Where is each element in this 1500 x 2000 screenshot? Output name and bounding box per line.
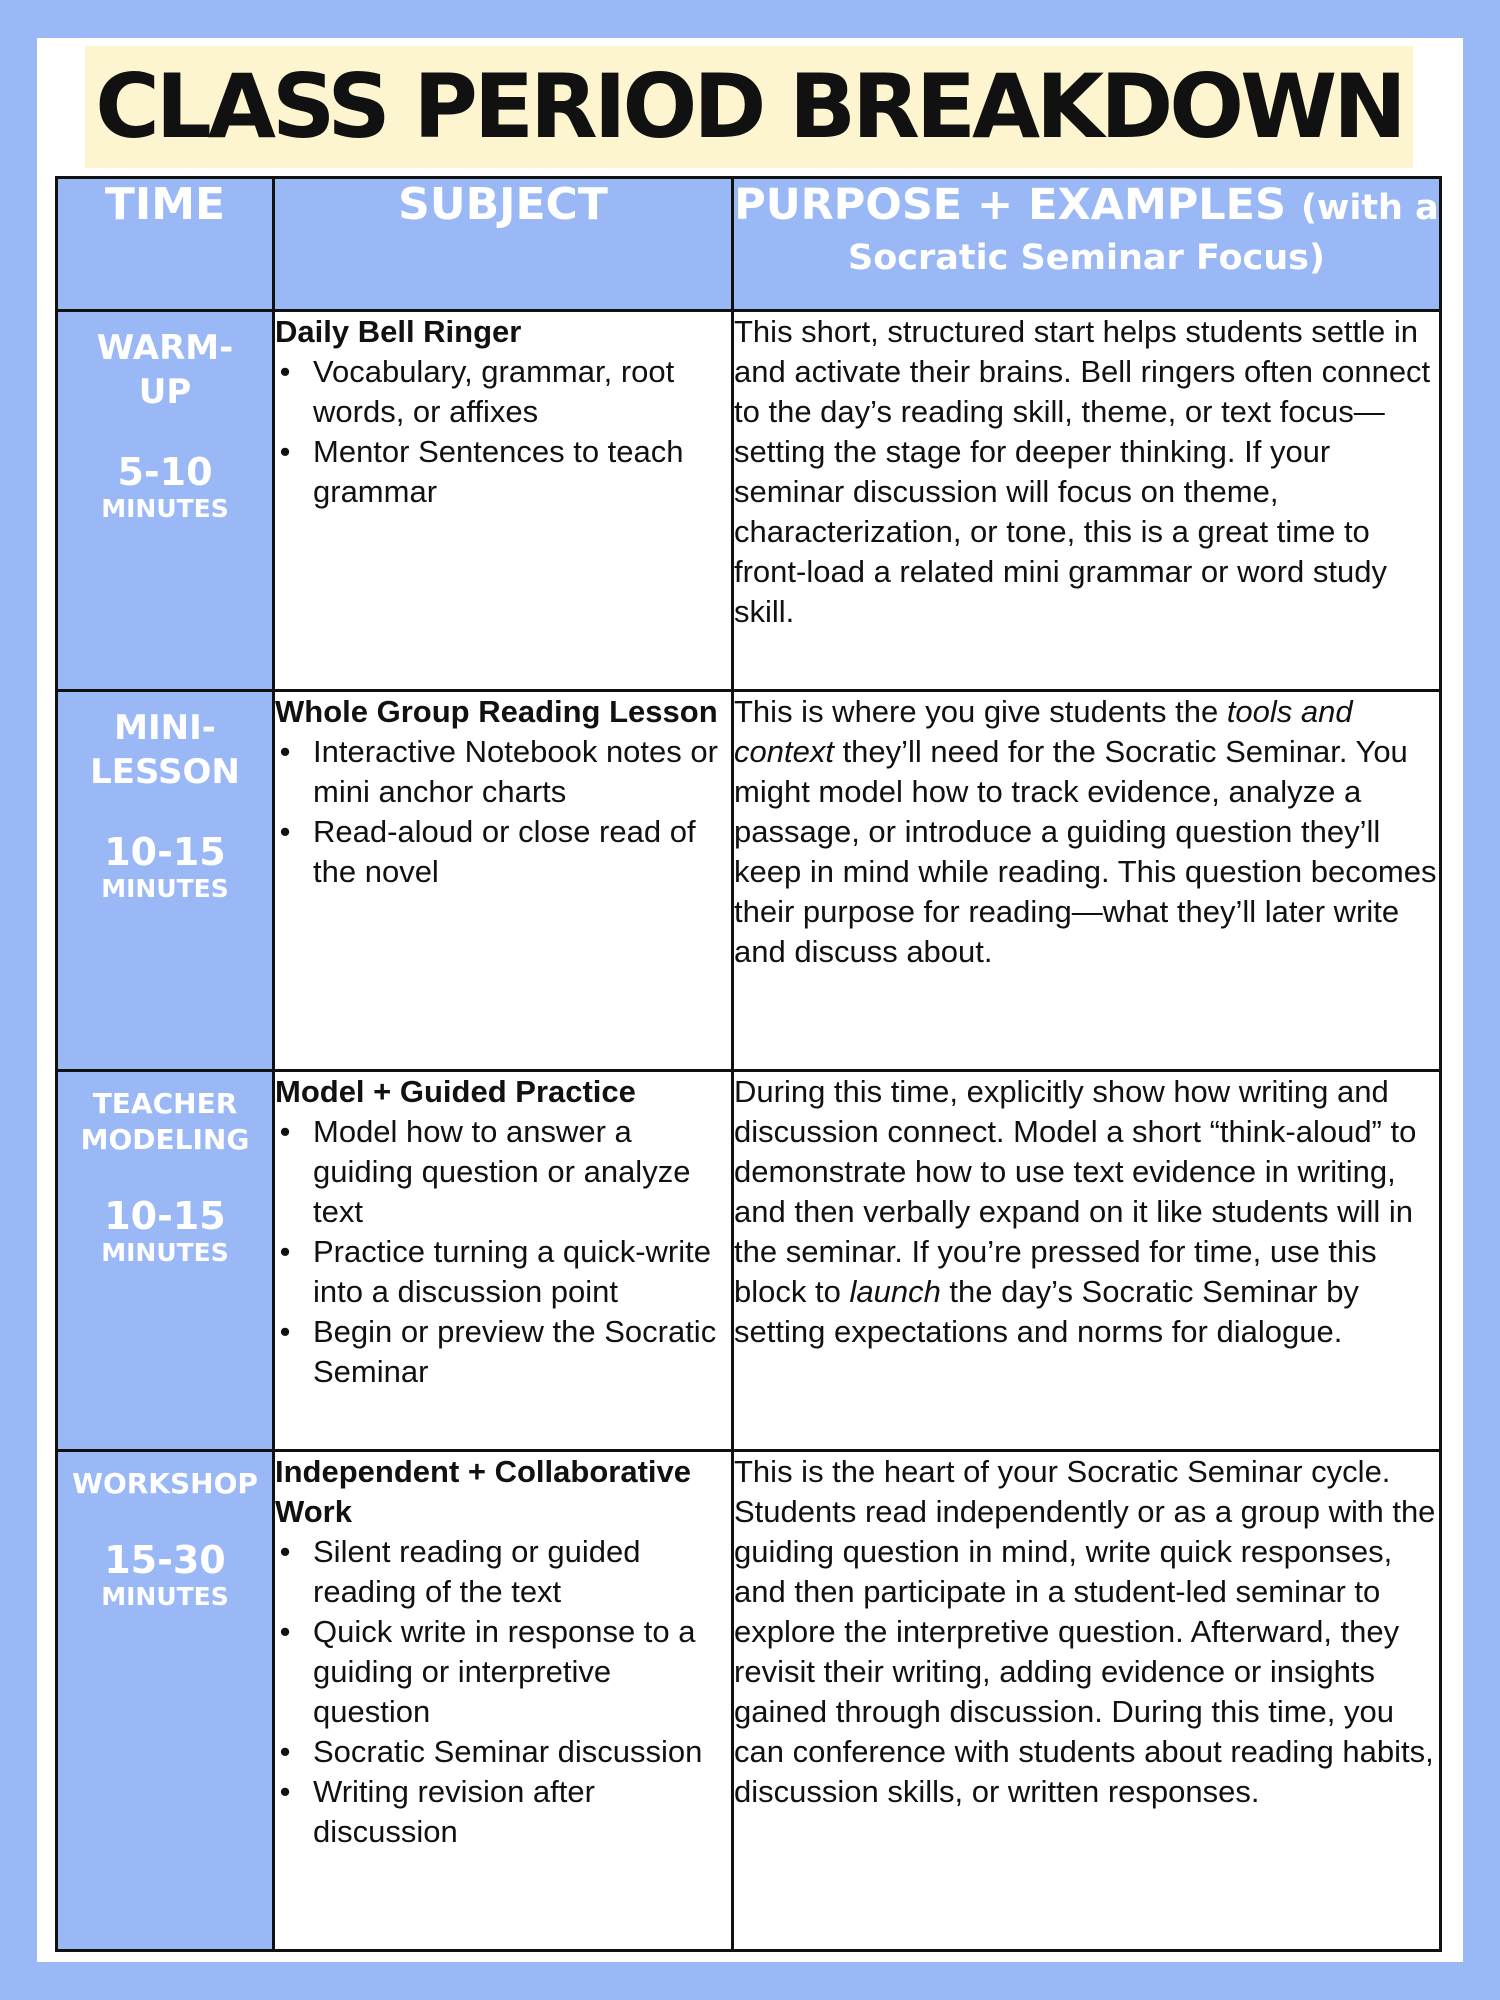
purpose-italic: tools and context bbox=[734, 693, 1353, 769]
time-range: 10-15 bbox=[104, 829, 226, 874]
purpose-text: This is the heart of your Socratic Seminar cycle. Students read independently or as a group with the guiding question in mind, write quick responses, and then participate in a student-led seminar to explore the interpretive question. Afterward, they revisit their writing, adding evidence or insights gained through discussion. During this time, you can conference with students about reading habits, discussion skills, or written responses. bbox=[734, 1453, 1436, 1809]
list-item: • Quick write in response to a guiding or interpretive question bbox=[279, 1613, 696, 1729]
subject-list bbox=[275, 1532, 731, 1852]
header-row bbox=[57, 178, 1441, 311]
purpose-cell bbox=[733, 690, 1441, 1070]
time-label: TEACHER bbox=[92, 1086, 238, 1120]
header-subject: SUBJECT bbox=[274, 178, 733, 311]
list-item: • Begin or preview the Socratic Seminar bbox=[279, 1313, 717, 1389]
time-cell bbox=[57, 311, 274, 691]
subject-cell bbox=[274, 1070, 733, 1450]
table-row-workshop bbox=[57, 1450, 1441, 1950]
time-unit: MINUTES bbox=[101, 1237, 229, 1267]
time-label: MINI- bbox=[114, 707, 216, 748]
header-purpose-sub: (with a bbox=[1300, 188, 1439, 228]
purpose-text: the day’s Socratic Seminar by setting expectations and norms for dialogue. bbox=[734, 1273, 1359, 1349]
header-purpose-line2: Socratic Seminar Focus) bbox=[848, 238, 1325, 278]
purpose-text: they’ll need for the Socratic Seminar. You might model how to track evidence, analyze a passage, or introduce a guiding question they’ll keep in mind while reading. This question becomes their purpose for reading—what they’ll later write and discuss about. bbox=[734, 733, 1437, 969]
time-cell bbox=[57, 1070, 274, 1450]
page-title: CLASS PERIOD BREAKDOWN bbox=[95, 55, 1403, 158]
time-label: WORKSHOP bbox=[72, 1466, 258, 1500]
purpose-cell bbox=[733, 1450, 1441, 1950]
list-item: • Mentor Sentences to teach grammar bbox=[279, 434, 684, 509]
purpose-text: This short, structured start helps students settle in and activate their brains. Bell ringers often connect to the day’s reading skill, theme, or text focus—setting the stage for deeper thinking. If your seminar discussion will focus on theme, characterization, or tone, this is a great time to front-load a related mini grammar or word study skill. bbox=[734, 314, 1431, 629]
subject-title: Whole Group Reading Lesson bbox=[275, 693, 718, 729]
subject-cell bbox=[274, 311, 733, 691]
purpose-cell bbox=[733, 1070, 1441, 1450]
list-item: • Writing revision after discussion bbox=[279, 1773, 595, 1849]
time-cell bbox=[57, 1450, 274, 1950]
subject-title: Daily Bell Ringer bbox=[275, 314, 522, 349]
table-row-mini-lesson bbox=[57, 690, 1441, 1070]
title-band bbox=[85, 46, 1413, 168]
time-range: 5-10 bbox=[117, 450, 213, 494]
list-item: • Socratic Seminar discussion bbox=[279, 1733, 703, 1769]
list-item: • Practice turning a quick-write into a discussion point bbox=[279, 1233, 711, 1309]
purpose-italic: launch bbox=[849, 1273, 941, 1309]
header-purpose bbox=[733, 178, 1441, 311]
header-purpose-main: PURPOSE + EXAMPLES bbox=[734, 180, 1286, 230]
list-item: • Silent reading or guided reading of the text bbox=[279, 1533, 641, 1609]
table-row-teacher-modeling bbox=[57, 1070, 1441, 1450]
time-unit: MINUTES bbox=[101, 1581, 229, 1611]
time-label: UP bbox=[138, 372, 192, 412]
time-cell bbox=[57, 690, 274, 1070]
subject-cell bbox=[274, 1450, 733, 1950]
time-label: WARM- bbox=[96, 328, 234, 368]
time-label: MODELING bbox=[80, 1122, 250, 1156]
subject-title: Independent + Collaborative Work bbox=[275, 1453, 691, 1529]
table-row-warmup bbox=[57, 311, 1441, 691]
list-item: • Interactive Notebook notes or mini anchor charts bbox=[279, 733, 718, 809]
list-item: • Vocabulary, grammar, root words, or affixes bbox=[279, 354, 675, 429]
subject-list bbox=[275, 1112, 731, 1392]
subject-list bbox=[275, 352, 731, 512]
purpose-cell bbox=[733, 311, 1441, 691]
header-time: TIME bbox=[57, 178, 274, 311]
subject-list bbox=[275, 732, 731, 892]
time-label: LESSON bbox=[90, 751, 240, 792]
subject-title: Model + Guided Practice bbox=[275, 1073, 636, 1109]
subject-cell bbox=[274, 690, 733, 1070]
list-item: • Read-aloud or close read of the novel bbox=[279, 813, 696, 889]
time-range: 15-30 bbox=[104, 1537, 226, 1582]
breakdown-table bbox=[55, 176, 1442, 1952]
poster-sheet bbox=[37, 38, 1463, 1962]
list-item: • Model how to answer a guiding question or analyze text bbox=[279, 1113, 691, 1229]
time-unit: MINUTES bbox=[101, 873, 229, 903]
time-unit: MINUTES bbox=[101, 494, 229, 523]
purpose-text: During this time, explicitly show how writing and discussion connect. Model a short “think-aloud” to demonstrate how to use text evidence in writing, and then verbally expand on it like students will in the seminar. If you’re pressed for time, use this block to bbox=[734, 1073, 1417, 1309]
time-range: 10-15 bbox=[104, 1193, 226, 1238]
purpose-text: This is where you give students the bbox=[734, 693, 1227, 729]
